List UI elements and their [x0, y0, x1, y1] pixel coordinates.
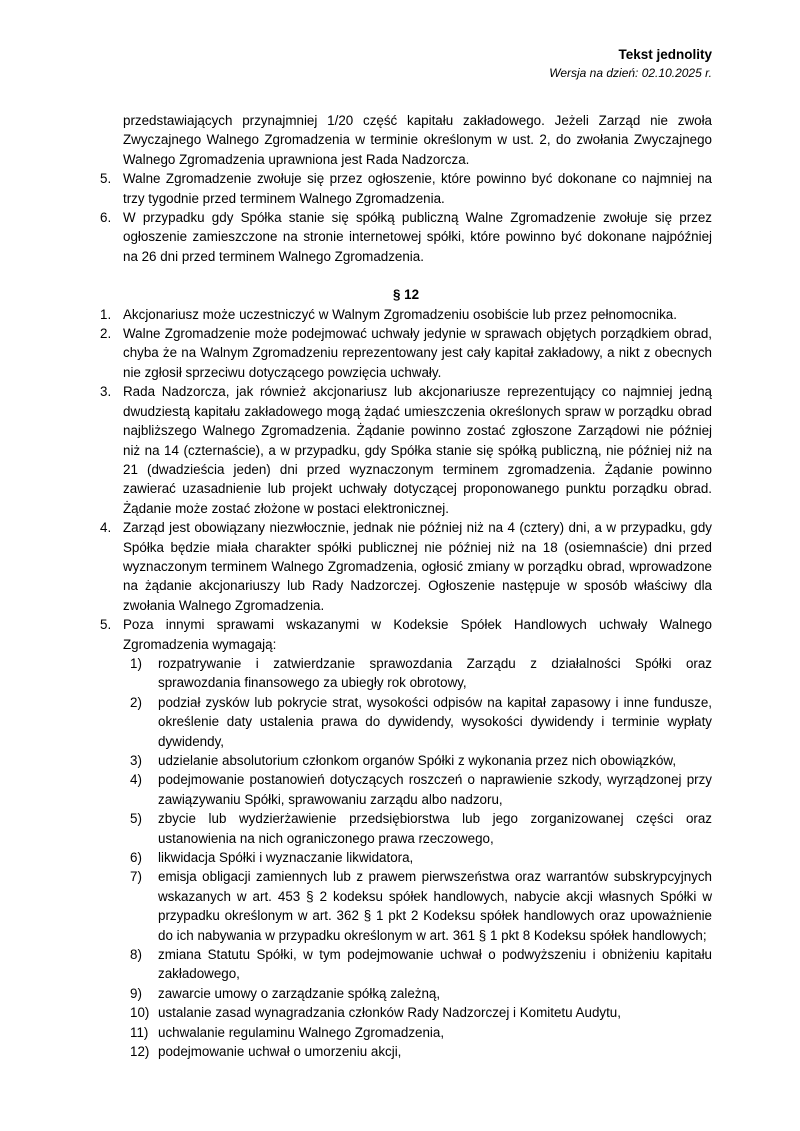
list-item [100, 169, 712, 208]
list-item-body [123, 615, 712, 1061]
list-item-number: 3. [100, 384, 112, 400]
sub-list-item-text: likwidacja Spółki i wyznaczanie likwidatora, [158, 850, 414, 866]
list-item [100, 324, 712, 382]
list-item [100, 615, 712, 1061]
sub-list [123, 654, 712, 1062]
sub-list-item [130, 867, 712, 945]
continuation-paragraph: przedstawiających przynajmniej 1/20 część kapitału zakładowego. Jeżeli Zarząd nie zwoła Zwyczajnego Walnego Zgromadzenia w terminie określonym w ust. 2, do zwołania Zwyczajnego Walnego Zgromadzenia uprawniona jest Rada Nadzorcza. [123, 113, 712, 167]
sub-list-item [130, 1042, 712, 1061]
sub-list-item-number: 5) [130, 811, 142, 827]
sub-list-item-text: udzielanie absolutorium członkom organów Spółki z wykonania przez nich obowiązków, [158, 753, 677, 768]
list-item-text: Zarząd jest obowiązany niezwłocznie, jednak nie później niż na 4 (cztery) dni, a w przypadku, gdy Spółka będzie miała charakter spółki publicznej nie później niż na 18 (osiemnaście) dni przed wyznaczonym terminem Walnego Zgromadzenia, ogłosić zmiany w porządku obrad, wprowadzone na żądanie akcjonariuszy lub Rady Nadzorczej. Ogłoszenie następuje w sposób właściwy dla zwołania Walnego Zgromadzenia. [123, 520, 712, 613]
document-body [100, 111, 712, 1062]
sub-list-item [130, 945, 712, 984]
list-item-text: Walne Zgromadzenie zwołuje się przez ogłoszenie, które powinno być dokonane co najmniej na trzy tygodnie przed terminem Walnego Zgromadzenia. [123, 171, 712, 206]
sub-list-item-number: 7) [130, 869, 142, 885]
list-item-number: 5. [100, 171, 112, 187]
list-item [100, 382, 712, 518]
list-item [100, 208, 712, 266]
sub-list-item-text: zmiana Statutu Spółki, w tym podejmowanie uchwał o podwyższeniu i obniżeniu kapitału zakładowego, [158, 947, 712, 982]
sub-list-item-number: 9) [130, 985, 142, 1001]
sub-list-item [130, 654, 712, 693]
section-heading: § 12 [392, 287, 420, 303]
document-header [100, 46, 712, 81]
sub-list-item-text: ustalanie zasad wynagradzania członków Rady Nadzorczej i Komitetu Audytu, [158, 1005, 621, 1021]
list-item-text: Walne Zgromadzenie może podejmować uchwały jedynie w sprawach objętych porządkiem obrad, chyba że na Walnym Zgromadzeniu reprezentowany jest cały kapitał zakładowy, a nikt z obecnych nie zgłosił sprzeciwu dotyczącego powzięcia uchwały. [123, 326, 712, 380]
list-item-text: Rada Nadzorcza, jak również akcjonariusz lub akcjonariusze reprezentujący co najmniej jedną dwudziestą kapitału zakładowego mogą żądać umieszczenia określonych spraw w porządku obrad najbliższego Walnego Zgromadzenia. Żądanie powinno zostać zgłoszone Zarządowi nie później niż na 14 (czternaście), a w przypadku, gdy Spółka stanie się spółką publiczną, nie później niż na 21 (dwadzieścia jeden) dni przed wyznaczonym terminem zgromadzenia. Żądanie powinno zawierać uzasadnienie lub projekt uchwały dotyczącej proponowanego punktu porządku obrad. Żądanie może zostać złożone w postaci elektronicznej. [123, 384, 712, 516]
sub-list-item-number: 3) [130, 753, 142, 768]
sub-list-item [130, 693, 712, 751]
document-title: Tekst jednolity [618, 47, 712, 62]
list-item-number: 4. [100, 520, 112, 536]
sub-list-item-text: podział zysków lub pokrycie strat, wysokości odpisów na kapitał zapasowy i inne fundusze, określenie daty ustalenia prawa do dywidendy, wysokości dywidendy i terminie wypłaty dywidendy, [158, 694, 712, 749]
list-item-number: 6. [100, 210, 112, 226]
sub-list-item-text: emisja obligacji zamiennych lub z prawem pierwszeństwa oraz warrantów subskrypcyjnych wskazanych w art. 453 § 2 kodeksu spółek handlowych, nabycie akcji własnych Spółki w przypadku określonym w art. 362 § 1 pkt 2 Kodeksu spółek handlowych oraz upoważnienie do ich nabywania w przypadku określonym w art. 361 § 1 pkt 8 Kodeksu spółek handlowych; [158, 869, 712, 943]
sub-list-item-number: 1) [130, 655, 142, 671]
sub-list-item-text: podejmowanie uchwał o umorzeniu akcji, [158, 1044, 402, 1060]
sub-list-item-number: 4) [130, 772, 142, 788]
document-version-line: Wersja na dzień: 02.10.2025 r. [549, 66, 712, 80]
list-item [100, 518, 712, 615]
sub-list-item-text: rozpatrywanie i zatwierdzanie sprawozdania Zarządu z działalności Spółki oraz sprawozdania finansowego za ubiegły rok obrotowy, [158, 655, 712, 691]
sub-list-item-number: 8) [130, 947, 142, 963]
sub-list-item-number: 10) [130, 1005, 150, 1021]
list-item-number: 5. [100, 617, 112, 633]
sub-list-item-text: uchwalanie regulaminu Walnego Zgromadzenia, [158, 1024, 445, 1040]
sub-list-item-number: 2) [130, 694, 142, 710]
list-item-text: Poza innymi sprawami wskazanymi w Kodeksie Spółek Handlowych uchwały Walnego Zgromadzenia wymagają: [123, 617, 712, 652]
sub-list-item-text: podejmowanie postanowień dotyczących roszczeń o naprawienie szkody, wyrządzonej przy zawiązywaniu Spółki, sprawowaniu zarządu albo nadzoru, [158, 772, 712, 807]
sub-list-item [130, 1003, 712, 1022]
list-item-number: 2. [100, 326, 112, 342]
list-item-text: W przypadku gdy Spółka stanie się spółką publiczną Walne Zgromadzenie zwołuje się przez ogłoszenie zamieszczone na stronie internetowej spółki, które powinno być dokonane najpóźniej na 26 dni przed terminem Walnego Zgromadzenia. [123, 210, 712, 264]
sub-list-item-number: 12) [130, 1044, 150, 1060]
sub-list-item [130, 809, 712, 848]
sub-list-item-number: 11) [130, 1024, 149, 1040]
sub-list-item [130, 770, 712, 809]
list-item-text: Akcjonariusz może uczestniczyć w Walnym Zgromadzeniu osobiście lub przez pełnomocnika. [123, 306, 677, 322]
list-item [100, 305, 712, 324]
list-item-number: 1. [100, 306, 112, 322]
sub-list-item [130, 984, 712, 1003]
sub-list-item [130, 848, 712, 867]
sub-list-item-text: zbycie lub wydzierżawienie przedsiębiorstwa lub jego zorganizowanej części oraz ustanowienia na nich ograniczonego prawa rzeczowego, [158, 811, 712, 846]
sub-list-item [130, 751, 712, 770]
sub-list-item-text: zawarcie umowy o zarządzanie spółką zależną, [158, 985, 441, 1001]
sub-list-item [130, 1023, 712, 1042]
sub-list-item-number: 6) [130, 850, 142, 866]
